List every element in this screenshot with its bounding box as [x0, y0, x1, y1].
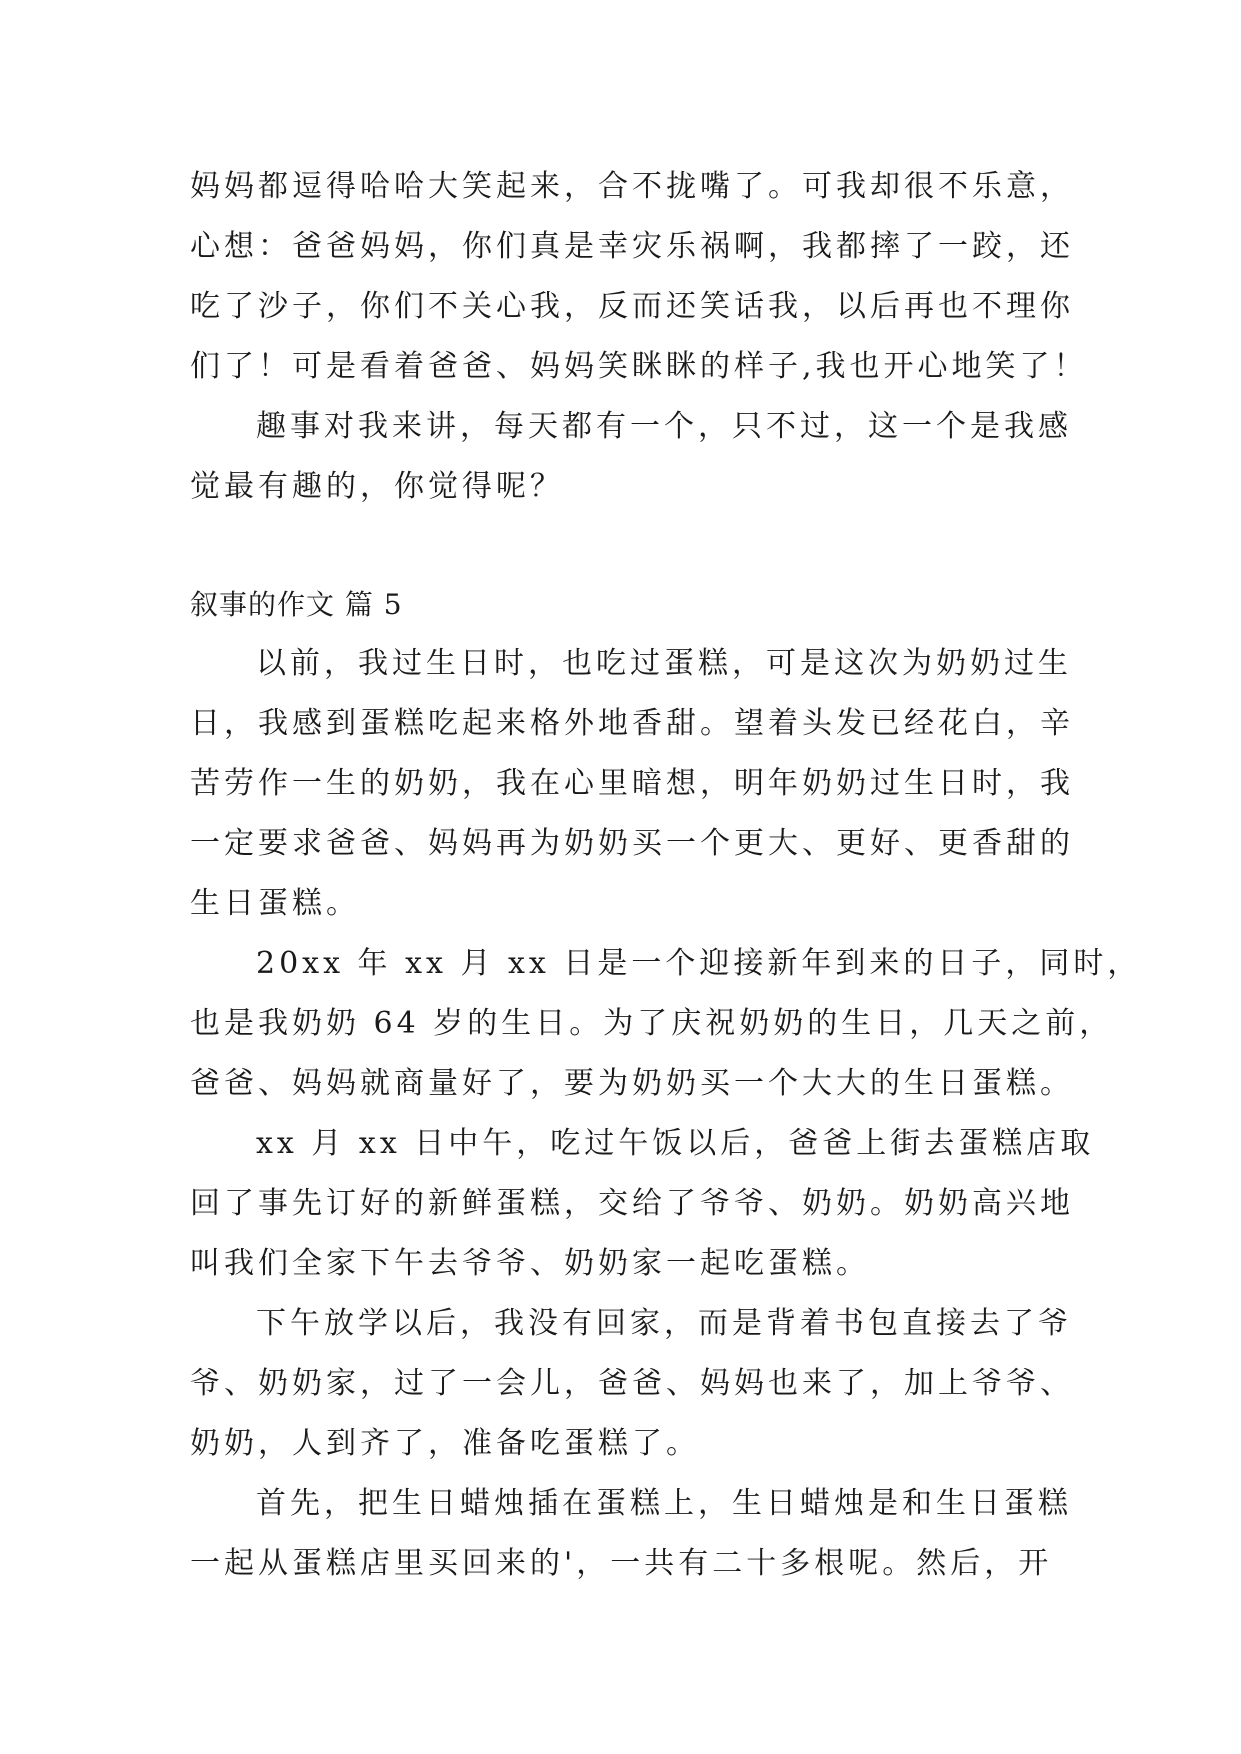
text-line: xx 月 xx 日中午，吃过午饭以后，爸爸上街去蛋糕店取	[256, 1126, 1095, 1161]
text-line: 苦劳作一生的奶奶，我在心里暗想，明年奶奶过生日时，我	[190, 766, 1074, 801]
text-line: 首先，把生日蜡烛插在蛋糕上，生日蜡烛是和生日蛋糕	[256, 1486, 1072, 1521]
text-line: 也是我奶奶 64 岁的生日。为了庆祝奶奶的生日，几天之前，	[190, 1006, 1114, 1041]
text-line: 爷、奶奶家，过了一会儿，爸爸、妈妈也来了，加上爷爷、	[190, 1366, 1074, 1401]
text-line: 以前，我过生日时，也吃过蛋糕，可是这次为奶奶过生	[256, 646, 1072, 681]
text-line: 心想：爸爸妈妈，你们真是幸灾乐祸啊，我都摔了一跤，还	[190, 229, 1074, 264]
text-line: 爸爸、妈妈就商量好了，要为奶奶买一个大大的生日蛋糕。	[190, 1066, 1074, 1101]
section-heading: 叙事的作文 篇 5	[190, 588, 403, 621]
text-line: 日，我感到蛋糕吃起来格外地香甜。望着头发已经花白，辛	[190, 706, 1074, 741]
text-line: 觉最有趣的，你觉得呢？	[190, 469, 564, 504]
text-line: 生日蛋糕。	[190, 886, 360, 921]
paragraph-3	[190, 1114, 1095, 1294]
text-line: 吃了沙子，你们不关心我，反而还笑话我，以后再也不理你	[190, 289, 1074, 324]
paragraph-continuation	[190, 157, 1088, 397]
text-line: 回了事先订好的新鲜蛋糕，交给了爷爷、奶奶。奶奶高兴地	[190, 1186, 1074, 1221]
paragraph-2	[190, 934, 1142, 1114]
text-line: 趣事对我来讲，每天都有一个，只不过，这一个是我感	[256, 409, 1072, 444]
paragraph-closing	[190, 397, 1070, 517]
text-line: 下午放学以后，我没有回家，而是背着书包直接去了爷	[256, 1306, 1072, 1341]
paragraph-4	[190, 1294, 1074, 1474]
paragraph-1	[190, 634, 1074, 934]
paragraph-5	[190, 1474, 1070, 1594]
text-line: 一起从蛋糕店里买回来的'，一共有二十多根呢。然后，开	[190, 1546, 1053, 1581]
text-line: 们了！可是看着爸爸、妈妈笑眯眯的样子,我也开心地笑了！	[190, 349, 1088, 384]
text-line: 妈妈都逗得哈哈大笑起来，合不拢嘴了。可我却很不乐意，	[190, 169, 1074, 204]
text-line: 叫我们全家下午去爷爷、奶奶家一起吃蛋糕。	[190, 1246, 870, 1281]
text-line: 奶奶，人到齐了，准备吃蛋糕了。	[190, 1426, 700, 1461]
text-line: 一定要求爸爸、妈妈再为奶奶买一个更大、更好、更香甜的	[190, 826, 1074, 861]
text-line: 20xx 年 xx 月 xx 日是一个迎接新年到来的日子，同时，	[256, 946, 1142, 981]
